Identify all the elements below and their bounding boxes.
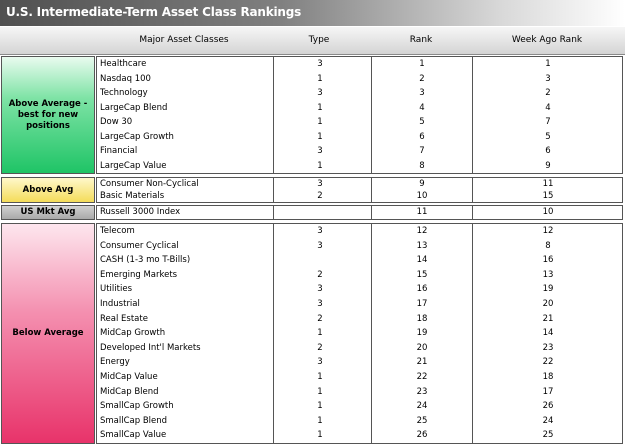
rank-cell: 10 xyxy=(416,191,428,201)
week-ago-rank-cell: 12 xyxy=(542,226,554,236)
table-row xyxy=(97,86,622,101)
title-bar xyxy=(0,0,625,26)
table-row xyxy=(97,144,622,159)
table-row xyxy=(97,130,622,145)
week-ago-rank-cell: 14 xyxy=(542,328,554,339)
table-row xyxy=(97,312,622,327)
asset-class-name: Real Estate xyxy=(100,313,148,324)
asset-class-name: SmallCap Blend xyxy=(100,415,168,426)
table-row xyxy=(97,57,622,72)
table-row xyxy=(97,282,622,297)
week-ago-rank-cell: 13 xyxy=(542,269,554,280)
header-asset-classes: Major Asset Classes xyxy=(139,35,229,45)
type-cell: 1 xyxy=(317,386,323,397)
type-cell: 1 xyxy=(317,131,323,142)
group-label: Below Average xyxy=(1,223,95,444)
week-ago-rank-cell: 2 xyxy=(545,88,551,98)
week-ago-rank-cell: 16 xyxy=(542,255,554,266)
week-ago-rank-cell: 3 xyxy=(545,73,551,84)
type-cell: 3 xyxy=(317,284,323,295)
rank-cell: 23 xyxy=(416,386,428,397)
asset-class-name: Nasdaq 100 xyxy=(100,73,151,84)
week-ago-rank-cell: 20 xyxy=(542,299,554,309)
rank-cell: 22 xyxy=(416,372,428,382)
week-ago-rank-cell: 1 xyxy=(545,59,551,69)
type-cell: 1 xyxy=(317,415,323,426)
rank-cell: 6 xyxy=(419,131,425,142)
rank-cell: 17 xyxy=(416,299,428,309)
week-ago-rank-cell: 17 xyxy=(542,386,554,397)
table-row xyxy=(97,206,622,219)
asset-class-name: MidCap Value xyxy=(100,372,158,382)
rank-cell: 15 xyxy=(416,269,428,280)
week-ago-rank-cell: 5 xyxy=(545,131,551,142)
table-row xyxy=(97,253,622,268)
asset-class-name: Technology xyxy=(100,88,148,98)
week-ago-rank-cell: 23 xyxy=(542,342,554,353)
rank-cell: 8 xyxy=(419,160,425,171)
type-cell: 2 xyxy=(317,269,323,280)
table-row xyxy=(97,101,622,116)
type-cell: 3 xyxy=(317,88,323,98)
type-cell: 1 xyxy=(317,117,323,127)
asset-class-name: Healthcare xyxy=(100,59,147,69)
rank-cell: 7 xyxy=(419,146,425,156)
week-ago-rank-cell: 7 xyxy=(545,117,551,127)
week-ago-rank-cell: 26 xyxy=(542,401,554,412)
week-ago-rank-cell: 25 xyxy=(542,430,554,441)
group-data xyxy=(96,177,623,203)
type-cell: 3 xyxy=(317,146,323,156)
type-cell: 2 xyxy=(317,342,323,353)
week-ago-rank-cell: 22 xyxy=(542,357,554,368)
group-below-average xyxy=(0,223,625,444)
week-ago-rank-cell: 10 xyxy=(542,207,554,217)
column-header-row xyxy=(0,27,625,55)
type-cell: 3 xyxy=(317,179,323,189)
group-label: Above Average - best for new positions xyxy=(1,56,95,174)
table-row xyxy=(97,414,622,429)
table-row xyxy=(97,190,622,202)
table-row xyxy=(97,224,622,239)
type-cell: 2 xyxy=(317,313,323,324)
week-ago-rank-cell: 6 xyxy=(545,146,551,156)
table-row xyxy=(97,239,622,254)
rank-cell: 13 xyxy=(416,240,428,251)
week-ago-rank-cell: 24 xyxy=(542,415,554,426)
week-ago-rank-cell: 4 xyxy=(545,102,551,113)
asset-class-name: SmallCap Growth xyxy=(100,401,174,412)
asset-class-name: Dow 30 xyxy=(100,117,133,127)
table-row xyxy=(97,159,622,174)
week-ago-rank-cell: 9 xyxy=(545,160,551,171)
table-row xyxy=(97,297,622,312)
rank-cell: 4 xyxy=(419,102,425,113)
group-label: US Mkt Avg xyxy=(1,205,95,220)
asset-class-name: Emerging Markets xyxy=(100,269,178,280)
asset-class-name: Telecom xyxy=(100,226,135,236)
rank-cell: 16 xyxy=(416,284,428,295)
table-row xyxy=(97,72,622,87)
week-ago-rank-cell: 8 xyxy=(545,240,551,251)
asset-class-name: Consumer Non-Cyclical xyxy=(100,179,199,189)
type-cell: 1 xyxy=(317,160,323,171)
type-cell: 3 xyxy=(317,226,323,236)
asset-class-name: Consumer Cyclical xyxy=(100,240,179,251)
week-ago-rank-cell: 18 xyxy=(542,372,554,382)
asset-class-name: Developed Int'l Markets xyxy=(100,342,201,353)
table-row xyxy=(97,115,622,130)
rank-cell: 21 xyxy=(416,357,428,368)
table-row xyxy=(97,268,622,283)
type-cell: 1 xyxy=(317,372,323,382)
asset-class-name: Energy xyxy=(100,357,130,368)
group-data xyxy=(96,223,623,444)
type-cell: 1 xyxy=(317,73,323,84)
asset-class-name: Utilities xyxy=(100,284,132,295)
group-data xyxy=(96,205,623,220)
type-cell: 1 xyxy=(317,430,323,441)
asset-class-name: LargeCap Value xyxy=(100,160,167,171)
asset-class-name: MidCap Growth xyxy=(100,328,166,339)
table-row xyxy=(97,428,622,443)
table-row xyxy=(97,399,622,414)
table-row xyxy=(97,178,622,190)
week-ago-rank-cell: 19 xyxy=(542,284,554,295)
type-cell: 1 xyxy=(317,328,323,339)
group-us-mkt-avg xyxy=(0,205,625,220)
header-week-ago-rank: Week Ago Rank xyxy=(511,35,583,45)
table-row xyxy=(97,385,622,400)
week-ago-rank-cell: 15 xyxy=(542,191,554,201)
asset-class-name: Basic Materials xyxy=(100,191,165,201)
rank-cell: 11 xyxy=(416,207,428,217)
asset-class-name: LargeCap Blend xyxy=(100,102,168,113)
header-rank: Rank xyxy=(409,35,433,45)
group-data xyxy=(96,56,623,174)
rank-cell: 2 xyxy=(419,73,425,84)
type-cell: 2 xyxy=(317,191,323,201)
rank-cell: 18 xyxy=(416,313,428,324)
type-cell: 1 xyxy=(317,102,323,113)
group-above-avg xyxy=(0,177,625,203)
type-cell: 3 xyxy=(317,59,323,69)
asset-class-name: LargeCap Growth xyxy=(100,131,174,142)
asset-class-name: Financial xyxy=(100,146,138,156)
type-cell: 1 xyxy=(317,401,323,412)
asset-class-name: Industrial xyxy=(100,299,140,309)
table-row xyxy=(97,355,622,370)
asset-class-name: SmallCap Value xyxy=(100,430,167,441)
table-row xyxy=(97,370,622,385)
asset-class-name: MidCap Blend xyxy=(100,386,159,397)
table-row xyxy=(97,326,622,341)
rank-cell: 12 xyxy=(416,226,428,236)
type-cell: 3 xyxy=(317,299,323,309)
rank-cell: 3 xyxy=(419,88,425,98)
type-cell: 3 xyxy=(317,357,323,368)
rank-cell: 19 xyxy=(416,328,428,339)
rank-cell: 25 xyxy=(416,415,428,426)
week-ago-rank-cell: 21 xyxy=(542,313,554,324)
rank-cell: 14 xyxy=(416,255,428,266)
table-title: U.S. Intermediate-Term Asset Class Rankings xyxy=(6,5,302,19)
rank-cell: 9 xyxy=(419,179,425,189)
week-ago-rank-cell: 11 xyxy=(542,179,554,189)
group-above-average xyxy=(0,56,625,174)
rank-cell: 1 xyxy=(419,59,425,69)
group-label: Above Avg xyxy=(1,177,95,203)
rank-cell: 26 xyxy=(416,430,428,441)
table-row xyxy=(97,341,622,356)
asset-class-name: CASH (1-3 mo T-Bills) xyxy=(100,255,191,266)
rank-cell: 24 xyxy=(416,401,428,412)
asset-class-name: Russell 3000 Index xyxy=(100,207,181,217)
rank-cell: 5 xyxy=(419,117,425,127)
type-cell: 3 xyxy=(317,240,323,251)
header-type: Type xyxy=(308,35,330,45)
rank-cell: 20 xyxy=(416,342,428,353)
